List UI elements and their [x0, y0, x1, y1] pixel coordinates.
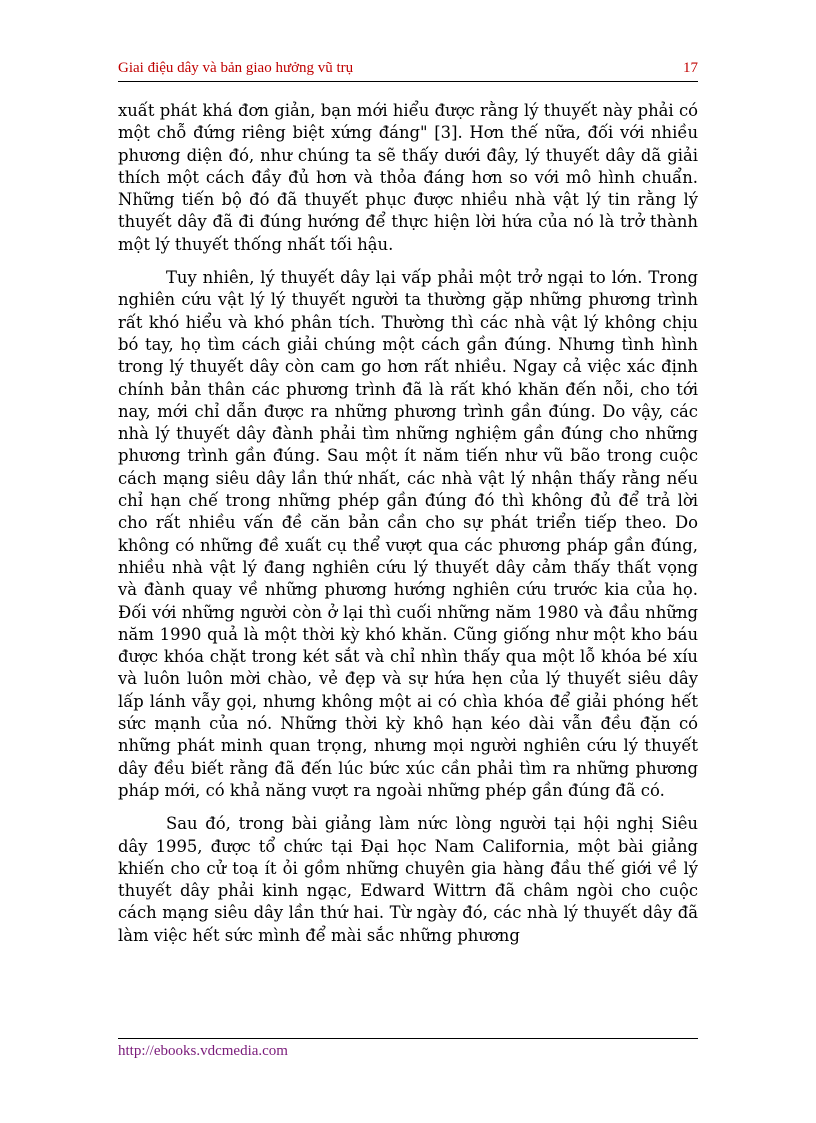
header-title: Giai điệu dây và bản giao hưởng vũ trụ — [118, 60, 354, 76]
page-number: 17 — [683, 60, 698, 76]
body-text — [118, 100, 698, 958]
paragraph-2: Tuy nhiên, lý thuyết dây lại vấp phải một trở ngại to lớn. Trong nghiên cứu vật lý lý thuyết người ta thường gặp những phương trình rất khó hiểu và khó phân tích. Thường thì các nhà vật lý không chịu bó tay, họ tìm cách giải chúng một cách gần đúng. Nhưng tình hình trong lý thuyết dây còn cam go hơn rất nhiều. Ngay cả việc xác định chính bản thân các phương trình đã là rất khó khăn đến nỗi, cho tới nay, mới chỉ dẫn được ra những phương trình gần đúng. Do vậy, các nhà lý thuyết dây đành phải tìm những nghiệm gần đúng cho những phương trình gần đúng. Sau một ít năm tiến như vũ bão trong cuộc cách mạng siêu dây lần thứ nhất, các nhà vật lý nhận thấy rằng nếu chỉ hạn chế trong những phép gần đúng đó thì không đủ để trả lời cho rất nhiều vấn đề căn bản cần cho sự phát triển tiếp theo. Do không có những đề xuất cụ thể vượt qua các phương pháp gần đúng, nhiều nhà vật lý đang nghiên cứu lý thuyết dây cảm thấy thất vọng và đành quay về những phương hướng nghiên cứu trước kia của họ. Đối với những người còn ở lại thì cuối những năm 1980 và đầu những năm 1990 quả là một thời kỳ khó khăn. Cũng giống như một kho báu được khóa chặt trong két sắt và chỉ nhìn thấy qua một lỗ khóa bé xíu và luôn luôn mời chào, vẻ đẹp và sự hứa hẹn của lý thuyết siêu dây lấp lánh vẫy gọi, nhưng không một ai có chìa khóa để giải phóng hết sức mạnh của nó. Những thời kỳ khô hạn kéo dài vẫn đều đặn có những phát minh quan trọng, nhưng mọi người nghiên cứu lý thuyết dây đều biết rằng đã đến lúc bức xúc cần phải tìm ra những phương pháp mới, có khả năng vượt ra ngoài những phép gần đúng đã có. — [118, 268, 698, 800]
header-divider — [118, 81, 698, 82]
paragraph-1: xuất phát khá đơn giản, bạn mới hiểu được rằng lý thuyết này phải có một chỗ đứng riêng biệt xứng đáng" [3]. Hơn thế nữa, đối với nhiều phương diện đó, như chúng ta sẽ thấy dưới đây, lý thuyết dây dã giải thích một cách đầy đủ hơn và thỏa đáng hơn so với mô hình chuẩn. Những tiến bộ đó đã thuyết phục được nhiều nhà vật lý tin rằng lý thuyết dây đã đi đúng hướng để thực hiện lời hứa của nó là trở thành một lý thuyết thống nhất tối hậu. — [118, 101, 698, 254]
footer-divider — [118, 1038, 698, 1039]
page-header — [118, 60, 698, 77]
footer-link[interactable]: http://ebooks.vdcmedia.com — [118, 1043, 288, 1059]
paragraph-3: Sau đó, trong bài giảng làm nức lòng người tại hội nghị Siêu dây 1995, được tổ chức tại Đại học Nam California, một bài giảng khiến cho cử toạ ít ỏi gồm những chuyên gia hàng đầu thế giới về lý thuyết dây phải kinh ngạc, Edward Wittrn đã châm ngòi cho cuộc cách mạng siêu dây lần thứ hai. Từ ngày đó, các nhà lý thuyết dây đã làm việc hết sức mình để mài sắc những phương — [118, 814, 698, 945]
